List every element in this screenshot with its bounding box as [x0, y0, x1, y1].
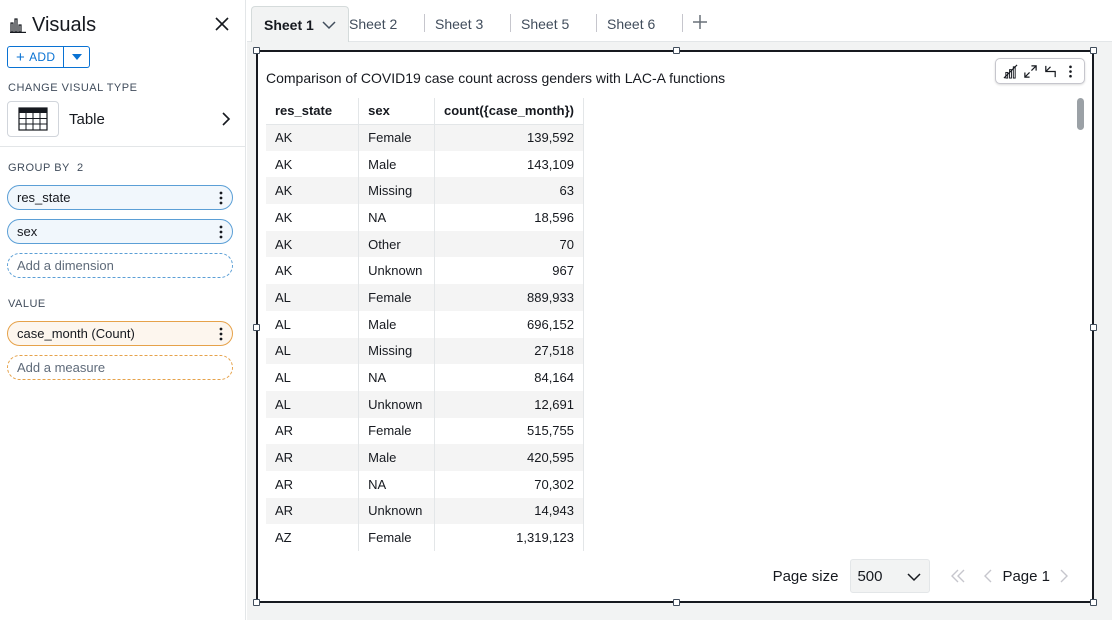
plus-icon: + — [16, 48, 26, 66]
table-container — [266, 98, 584, 554]
cell-sex: NA — [359, 204, 435, 231]
more-options-icon[interactable] — [219, 225, 223, 239]
close-icon[interactable] — [212, 14, 232, 34]
value-section-label: VALUE — [8, 298, 46, 310]
tab-label: Sheet 1 — [264, 16, 314, 33]
cell-res-state: AK — [266, 124, 359, 151]
table-row[interactable] — [266, 257, 584, 284]
analyze-icon[interactable] — [1003, 64, 1018, 79]
tab-sheet-5[interactable] — [521, 6, 569, 42]
cell-count: 14,943 — [434, 498, 583, 525]
field-label: res_state — [17, 190, 71, 205]
visuals-panel-header — [10, 12, 236, 38]
pagination-bar — [773, 559, 1074, 593]
tab-label: Sheet 3 — [435, 16, 484, 32]
cell-count: 70,302 — [434, 471, 583, 498]
chevron-right-icon — [219, 111, 233, 127]
cell-res-state: AL — [266, 284, 359, 311]
current-page-label: Page 1 — [1002, 567, 1050, 585]
previous-page-icon[interactable] — [978, 566, 998, 586]
table-row[interactable] — [266, 231, 584, 258]
cell-res-state: AL — [266, 364, 359, 391]
resize-handle[interactable] — [1090, 47, 1097, 54]
cell-res-state: AR — [266, 498, 359, 525]
cell-count: 27,518 — [434, 338, 583, 365]
add-visual-button[interactable] — [7, 46, 64, 68]
caret-down-icon — [71, 53, 83, 61]
page-size-select[interactable] — [850, 559, 930, 593]
table-row[interactable] — [266, 364, 584, 391]
bar-chart-icon — [10, 17, 26, 33]
next-page-icon[interactable] — [1054, 566, 1074, 586]
vertical-scrollbar[interactable] — [1077, 98, 1084, 130]
add-visual-label: ADD — [29, 50, 56, 64]
visuals-panel — [0, 0, 246, 620]
menu-icon[interactable] — [1063, 64, 1078, 79]
table-row[interactable] — [266, 204, 584, 231]
cell-count: 420,595 — [434, 444, 583, 471]
sheet-tab-bar — [247, 0, 1112, 42]
add-sheet-icon[interactable] — [691, 13, 709, 31]
table-row[interactable] — [266, 498, 584, 525]
cell-res-state: AR — [266, 471, 359, 498]
group-by-label: GROUP BY — [8, 162, 70, 174]
expand-icon[interactable] — [1023, 64, 1038, 79]
more-options-icon[interactable] — [219, 191, 223, 205]
cell-sex: Unknown — [359, 257, 435, 284]
cell-count: 889,933 — [434, 284, 583, 311]
cell-res-state: AK — [266, 151, 359, 178]
cell-count: 967 — [434, 257, 583, 284]
cell-count: 84,164 — [434, 364, 583, 391]
column-header-res-state[interactable]: res_state — [266, 98, 359, 124]
add-dimension-dropzone[interactable]: Add a dimension — [7, 253, 233, 278]
cell-sex: Unknown — [359, 498, 435, 525]
cell-sex: Female — [359, 418, 435, 445]
cell-res-state: AK — [266, 257, 359, 284]
tab-sheet-3[interactable] — [435, 6, 483, 42]
table-row[interactable] — [266, 338, 584, 365]
cell-sex: Missing — [359, 177, 435, 204]
chevron-down-icon — [907, 572, 921, 582]
resize-handle[interactable] — [253, 324, 260, 331]
cell-sex: NA — [359, 364, 435, 391]
value-field-case-month-count[interactable] — [7, 321, 233, 346]
change-visual-type-label: CHANGE VISUAL TYPE — [8, 82, 138, 94]
page-size-value: 500 — [857, 567, 883, 585]
tab-sheet-1[interactable] — [251, 6, 349, 42]
table-visual[interactable] — [256, 50, 1094, 603]
cell-sex: Unknown — [359, 391, 435, 418]
cell-sex: Female — [359, 284, 435, 311]
tab-separator — [596, 14, 597, 32]
column-header-sex[interactable]: sex — [359, 98, 435, 124]
cell-res-state: AL — [266, 391, 359, 418]
visuals-panel-title: Visuals — [32, 13, 97, 36]
table-row[interactable] — [266, 524, 584, 551]
cell-res-state: AK — [266, 231, 359, 258]
visual-type-selector[interactable] — [7, 101, 239, 137]
visual-type-label: Table — [69, 110, 105, 128]
table-row[interactable] — [266, 284, 584, 311]
tab-sheet-2[interactable] — [349, 6, 397, 42]
table-row[interactable] — [266, 151, 584, 178]
cell-count: 1,319,123 — [434, 524, 583, 551]
cell-res-state: AK — [266, 177, 359, 204]
group-by-section-label — [8, 162, 84, 174]
cell-count: 696,152 — [434, 311, 583, 338]
table-row[interactable] — [266, 311, 584, 338]
resize-handle[interactable] — [673, 47, 680, 54]
table-body — [266, 124, 584, 551]
cell-count: 515,755 — [434, 418, 583, 445]
cell-count: 63 — [434, 177, 583, 204]
add-visual-group — [7, 46, 90, 68]
table-icon — [7, 101, 59, 137]
cell-sex: Female — [359, 524, 435, 551]
cell-count: 18,596 — [434, 204, 583, 231]
tab-label: Sheet 5 — [521, 16, 570, 32]
field-label: case_month (Count) — [17, 326, 135, 341]
table-row[interactable] — [266, 391, 584, 418]
tab-separator — [510, 14, 511, 32]
column-header-count[interactable]: count({case_month}) — [434, 98, 583, 124]
cell-res-state: AR — [266, 418, 359, 445]
resize-handle[interactable] — [253, 599, 260, 606]
cell-res-state: AL — [266, 338, 359, 365]
table-row[interactable] — [266, 471, 584, 498]
table-row[interactable] — [266, 124, 584, 151]
resize-handle[interactable] — [1090, 324, 1097, 331]
visual-toolbar — [995, 58, 1085, 84]
cell-sex: Male — [359, 151, 435, 178]
cell-sex: Male — [359, 311, 435, 338]
tab-sheet-6[interactable] — [607, 6, 655, 42]
cell-res-state: AK — [266, 204, 359, 231]
tab-separator — [682, 14, 683, 32]
cell-sex: Missing — [359, 338, 435, 365]
sidebar-divider — [0, 146, 246, 147]
resize-handle[interactable] — [253, 47, 260, 54]
field-label: sex — [17, 224, 38, 239]
group-by-field-sex[interactable] — [7, 219, 233, 244]
cell-res-state: AR — [266, 444, 359, 471]
cell-count: 12,691 — [434, 391, 583, 418]
table-row[interactable] — [266, 418, 584, 445]
table-row[interactable] — [266, 444, 584, 471]
first-page-icon[interactable] — [948, 566, 968, 586]
cell-count: 70 — [434, 231, 583, 258]
table-row[interactable] — [266, 177, 584, 204]
cell-res-state: AZ — [266, 524, 359, 551]
group-by-field-res-state[interactable] — [7, 185, 233, 210]
chevron-down-icon[interactable] — [322, 20, 336, 30]
cell-sex: Male — [359, 444, 435, 471]
more-options-icon[interactable] — [219, 327, 223, 341]
cell-res-state: AL — [266, 311, 359, 338]
group-by-count: 2 — [77, 162, 84, 174]
add-measure-dropzone[interactable]: Add a measure — [7, 355, 233, 380]
focus-icon[interactable] — [1043, 64, 1058, 79]
cell-count: 143,109 — [434, 151, 583, 178]
tab-label: Sheet 6 — [607, 16, 656, 32]
visual-title: Comparison of COVID19 case count across genders with LAC-A functions — [266, 70, 726, 86]
resize-handle[interactable] — [1090, 599, 1097, 606]
resize-handle[interactable] — [673, 599, 680, 606]
tab-separator — [424, 14, 425, 32]
cell-sex: Female — [359, 124, 435, 151]
data-table — [266, 98, 584, 551]
add-visual-dropdown[interactable] — [64, 46, 90, 68]
page-size-label: Page size — [772, 567, 839, 585]
cell-sex: Other — [359, 231, 435, 258]
cell-count: 139,592 — [434, 124, 583, 151]
tab-label: Sheet 2 — [349, 16, 398, 32]
table-header-row — [266, 98, 584, 124]
cell-sex: NA — [359, 471, 435, 498]
